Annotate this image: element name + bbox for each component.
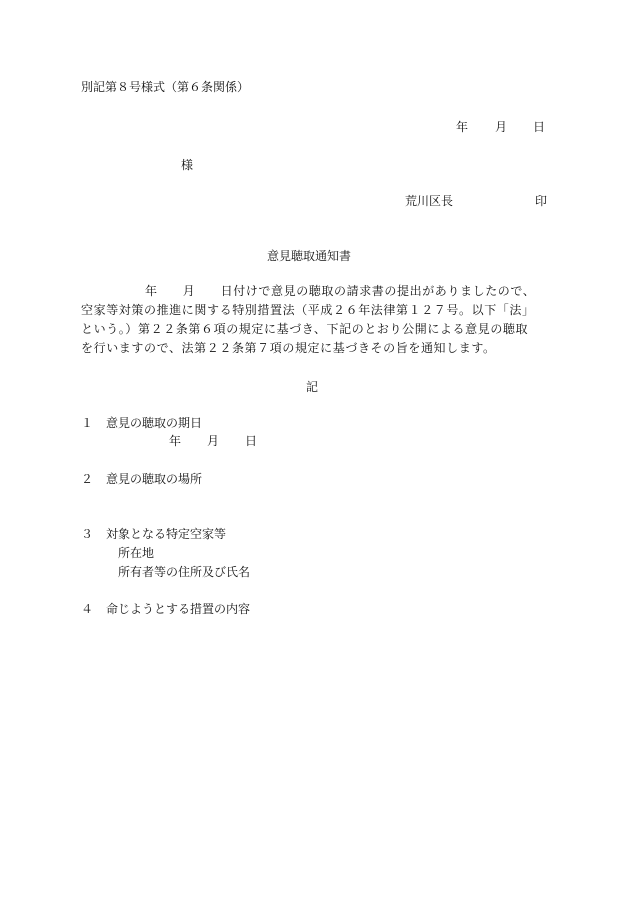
item-number: ２ [81,472,94,486]
item-number: ４ [81,602,94,616]
body-line-1: 年 月 日付けで意見の聴取の請求書の提出がありましたので、 [145,284,536,298]
form-label: 別記第８号様式（第６条関係） [81,80,250,94]
item-label: 対象となる特定空家等 [106,527,227,541]
sender-seal: 印 [535,194,548,208]
item-1-day: 日 [245,434,258,448]
item-label: 命じようとする措置の内容 [106,602,251,616]
item-label: 意見の聴取の期日 [106,416,203,430]
document-title: 意見聴取通知書 [267,249,352,263]
date-year: 年 [456,120,469,134]
date-month: 月 [495,120,508,134]
item-3-sub-owner: 所有者等の住所及び氏名 [118,565,251,579]
body-line-3: という。）第２２条第６項の規定に基づき、下記のとおり公開による意見の聴取 [81,322,529,336]
body-line-2: 空家等対策の推進に関する特別措置法（平成２６年法律第１２７号。以下「法」 [81,303,535,317]
item-1-month: 月 [207,434,220,448]
item-1-year: 年 [169,434,182,448]
item-label: 意見の聴取の場所 [106,472,203,486]
ki-heading: 記 [306,380,319,394]
item-3-sub-location: 所在地 [118,546,155,560]
item-number: ３ [81,527,94,541]
sender-office: 荒川区長 [405,194,454,208]
recipient-honorific: 様 [181,158,194,172]
body-line-4: を行いますので、法第２２条第７項の規定に基づきその旨を通知します。 [81,341,496,355]
date-day: 日 [533,120,546,134]
item-number: １ [81,416,94,430]
